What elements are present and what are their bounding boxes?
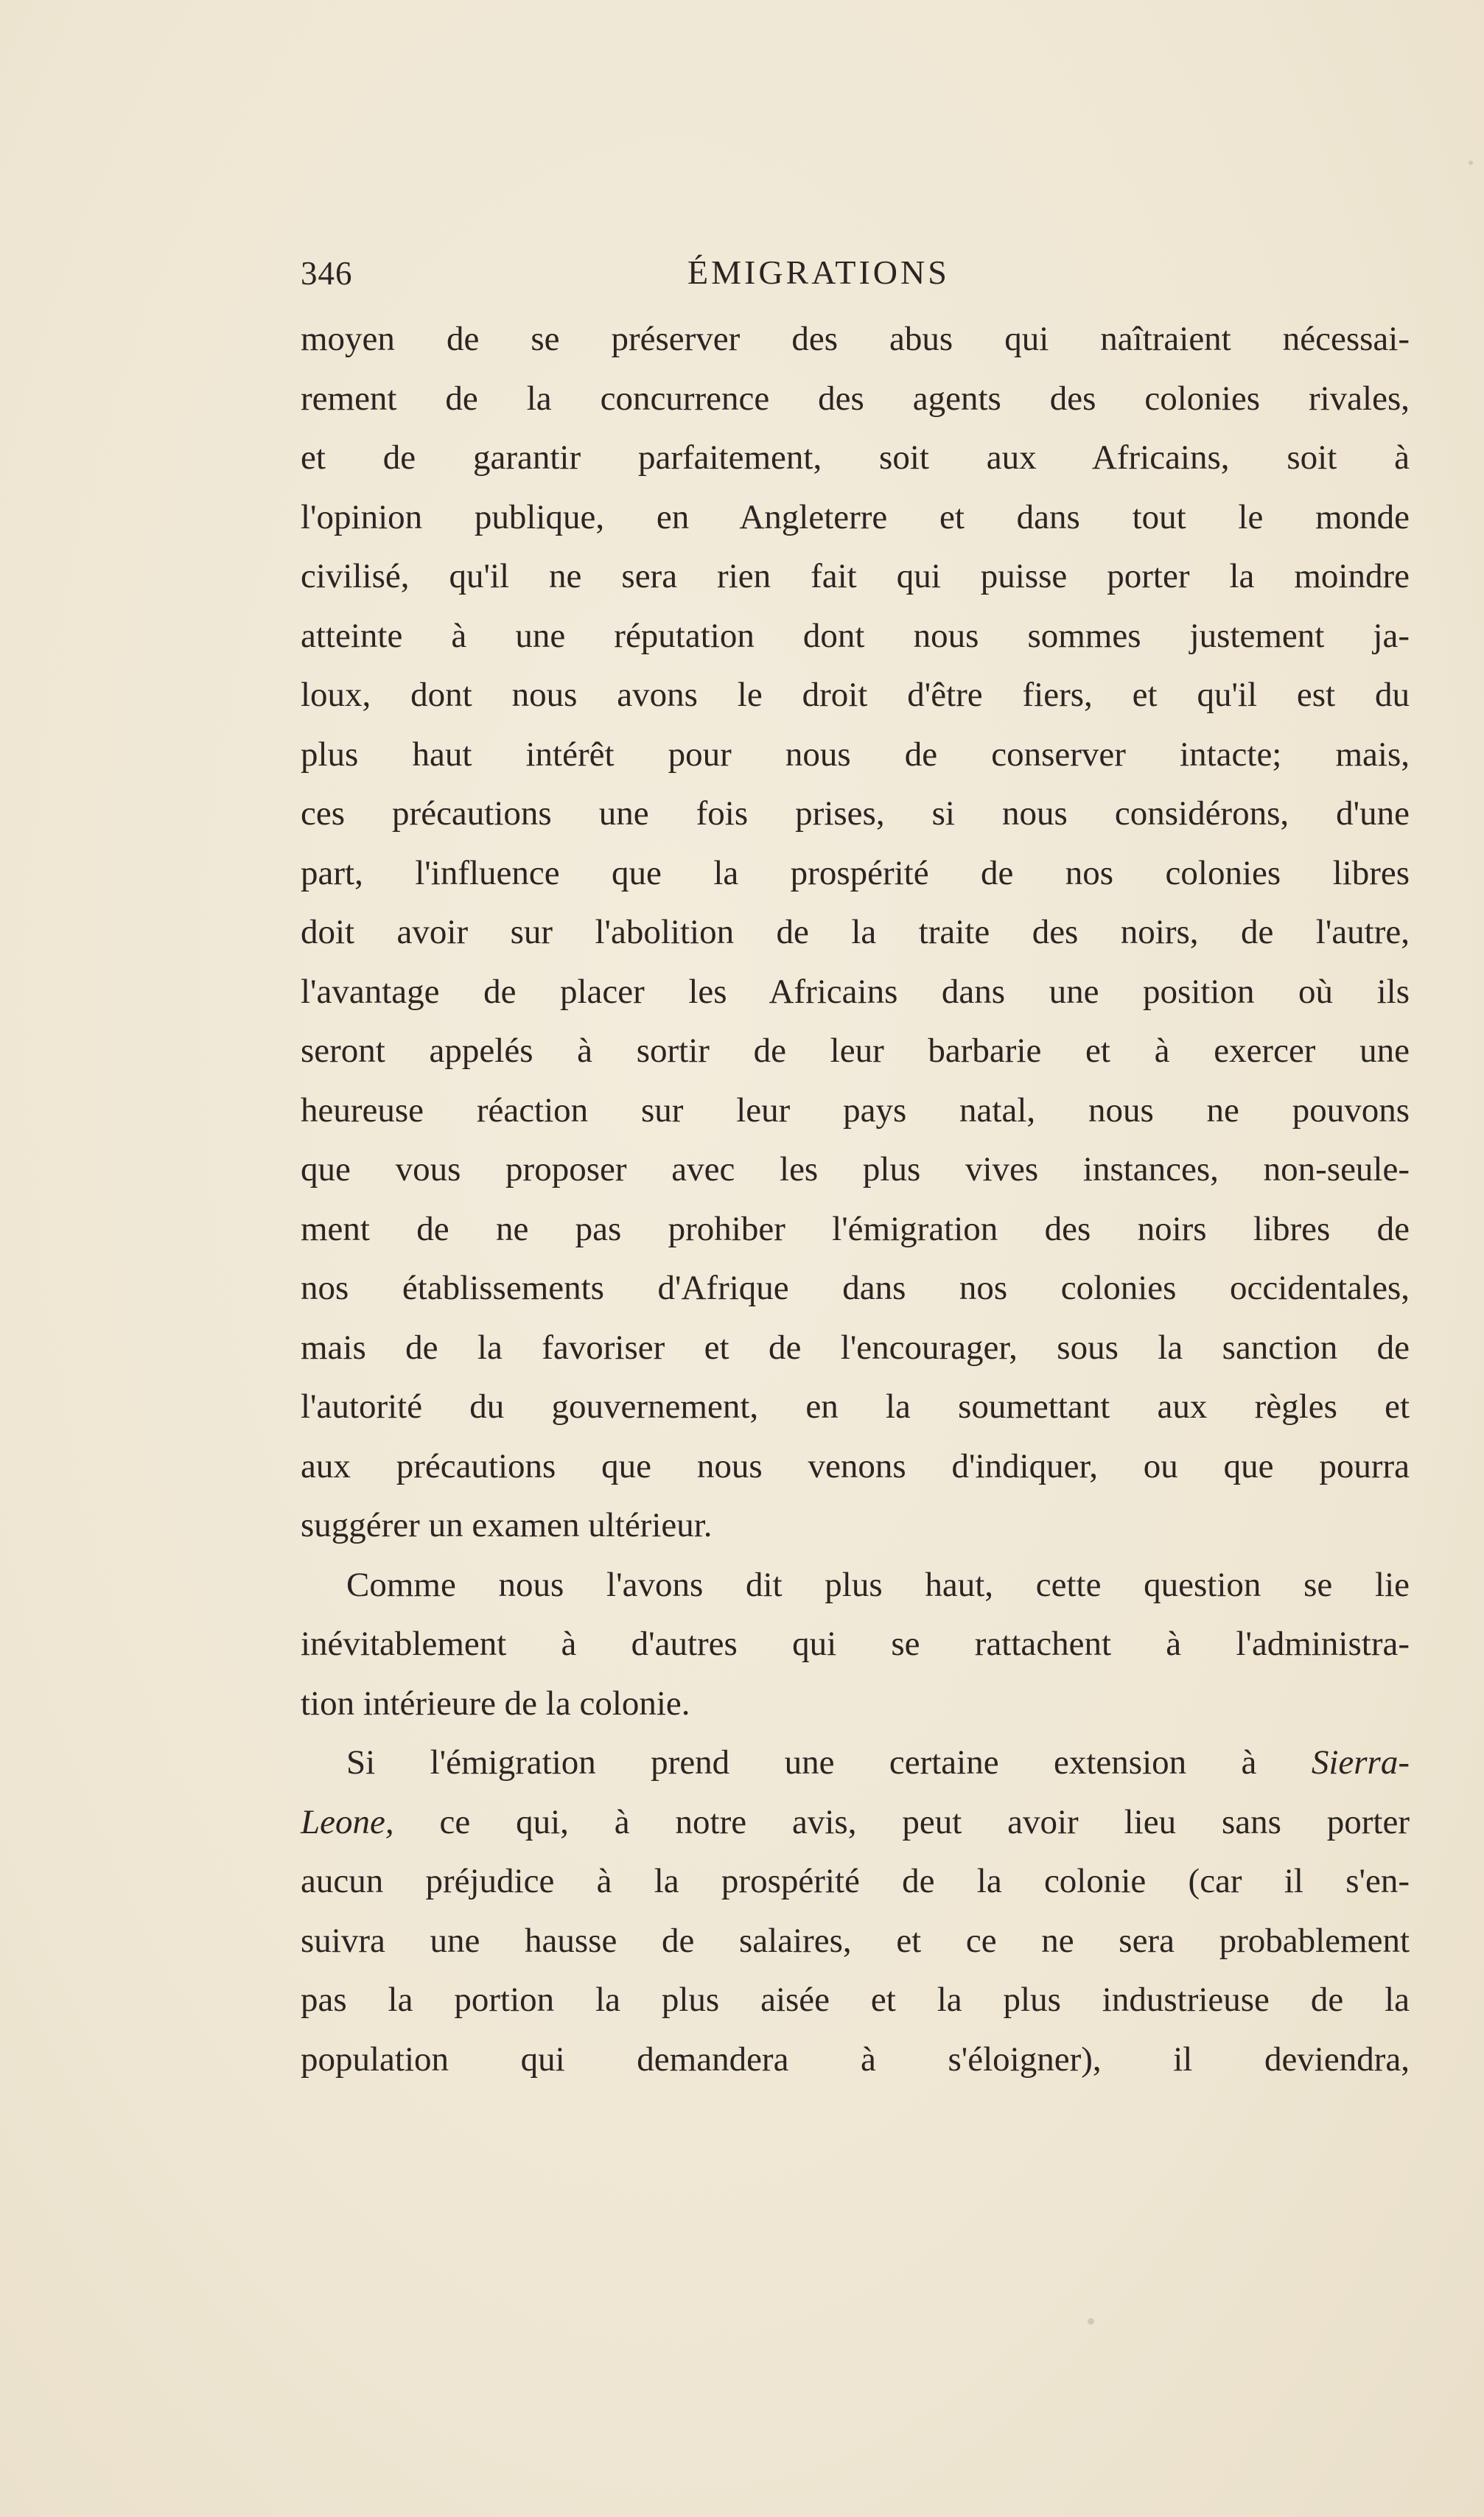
running-title: ÉMIGRATIONS [687, 253, 950, 291]
text-line: l'autorité du gouvernement, en la soumettant aux règles et [301, 1387, 1410, 1426]
text-line: plus haut intérêt pour nous de conserver intacte; mais, [301, 735, 1410, 774]
text-line: que vous proposer avec les plus vives instances, non-seule- [301, 1150, 1410, 1189]
paragraph [301, 1555, 1410, 1734]
text-fragment: ce qui, à notre avis, peut avoir lieu sans porter [439, 1802, 1410, 1841]
paper-speck [1469, 161, 1473, 165]
text-line: nos établissements d'Afrique dans nos colonies occidentales, [301, 1269, 1410, 1307]
text-line: doit avoir sur l'abolition de la traite des noirs, de l'autre, [301, 913, 1410, 951]
text-line: rement de la concurrence des agents des colonies rivales, [301, 379, 1410, 418]
text-line: atteinte à une réputation dont nous sommes justement ja- [301, 616, 1410, 655]
text-fragment: Si l'émigration prend une certaine extension à [346, 1743, 1257, 1782]
text-line: loux, dont nous avons le droit d'être fiers, et qu'il est du [301, 676, 1410, 714]
text-line: population qui demandera à s'éloigner), il deviendra, [301, 2040, 1410, 2079]
text-line: mais de la favoriser et de l'encourager, sous la sanction de [301, 1328, 1410, 1367]
text-line: heureuse réaction sur leur pays natal, nous ne pouvons [301, 1091, 1410, 1130]
text-line: inévitablement à d'autres qui se rattachent à l'administra- [301, 1625, 1410, 1663]
paragraph [301, 1733, 1410, 2089]
running-head [301, 239, 1410, 298]
text-line: moyen de se préserver des abus qui naîtraient nécessai- [301, 320, 1410, 358]
text-line: aucun préjudice à la prospérité de la colonie (car il s'en- [301, 1862, 1410, 1900]
text-line: suggérer un examen ultérieur. [301, 1506, 713, 1544]
text-line: part, l'influence que la prospérité de nos colonies libres [301, 853, 1410, 892]
text-line: et de garantir parfaitement, soit aux Africains, soit à [301, 438, 1410, 477]
text-line [301, 1733, 1410, 1793]
text-line: l'opinion publique, en Angleterre et dans tout le monde [301, 497, 1410, 536]
text-line: Comme nous l'avons dit plus haut, cette question se lie [346, 1565, 1410, 1604]
paragraph-continued [301, 309, 1410, 1555]
text-line [301, 1793, 1410, 1852]
italic-place-name: Leone, [301, 1802, 394, 1841]
text-line: tion intérieure de la colonie. [301, 1684, 690, 1723]
text-line: ment de ne pas prohiber l'émigration des noirs libres de [301, 1209, 1410, 1248]
page-number: 346 [301, 255, 353, 292]
text-line: l'avantage de placer les Africains dans une position où ils [301, 972, 1410, 1011]
paper-speck [1088, 2318, 1094, 2325]
text-line: ces précautions une fois prises, si nous considérons, d'une [301, 794, 1410, 833]
text-line: seront appelés à sortir de leur barbarie et à exercer une [301, 1032, 1410, 1070]
text-line: pas la portion la plus aisée et la plus industrieuse de la [301, 1981, 1410, 2019]
italic-place-name: Sierra- [1311, 1743, 1410, 1782]
text-line: civilisé, qu'il ne sera rien fait qui puisse porter la moindre [301, 557, 1410, 595]
text-line: suivra une hausse de salaires, et ce ne sera probablement [301, 1921, 1410, 1960]
text-line: aux précautions que nous venons d'indiquer, ou que pourra [301, 1446, 1410, 1485]
text-block [301, 239, 1410, 2089]
